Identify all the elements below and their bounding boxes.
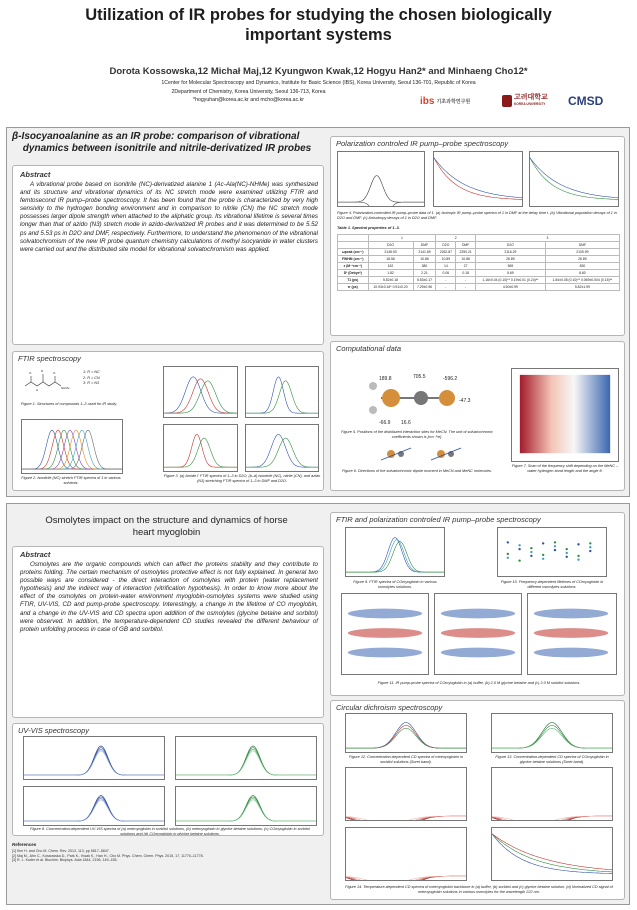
table-corner [338, 235, 369, 242]
table-cell: 26.89 [545, 256, 619, 263]
compound-structure-diagram [21, 366, 81, 396]
spectrum-curve [24, 749, 164, 775]
spectrum-curve [246, 438, 318, 467]
computational-heading: Computational data [336, 344, 402, 353]
lifetime-point [554, 541, 556, 543]
spectrum-curve [176, 748, 316, 776]
uvvis-heading: UV-VIS spectroscopy [18, 726, 89, 735]
lifetime-point [507, 541, 509, 543]
reference-3: [3] R. L. Koder et al. Biochim. Biophys. Acta 1844, 2196, 149–155. [12, 858, 118, 863]
lifetime-point [530, 551, 532, 553]
figure-4b-plot [433, 151, 523, 207]
spectrum-curve [346, 816, 466, 820]
spectrum-curve [22, 430, 122, 469]
spectrum-curve [24, 797, 164, 821]
table-cell: 5.82±1.99 [545, 284, 619, 291]
figure-4b-svg [434, 152, 522, 206]
spectral-properties-table [337, 234, 620, 291]
spectrum-curve [338, 176, 424, 203]
pump-probe-band [348, 609, 422, 619]
spectrum-curve [338, 202, 424, 206]
korea-university-logo [502, 92, 548, 110]
figure-10-svg [498, 528, 606, 576]
table-cell: 5.69 [476, 270, 546, 277]
table-cell: 2105.99 [545, 249, 619, 256]
figure-14a-plot [345, 767, 467, 821]
figure-4a-plot [337, 151, 425, 207]
spectrum-curve [22, 430, 122, 469]
figure-2-caption: Figure 2. Isonitrile (NC) stretch FTIR spectra of 1 in various solvents. [21, 476, 121, 485]
figure-4a-svg [338, 152, 424, 206]
spectrum-curve [346, 541, 444, 572]
decay-curve [434, 158, 522, 198]
affiliation-1: 1Center for Molecular Spectroscopy and Dynamics, Institute for Basic Science (IBS), Korea University, Seoul 136-701, Republic of Korea [161, 80, 476, 86]
figure-8-caption: Figure 8. Concentration-dependent UV-VIS spectra of (a) metmyoglobin in sorbitol solutions, (b) metmyoglobin in glycine betaine solutions, (c) COmyoglobin in sorbitol solutions and (d) COmyoglobin in glycine betaine solutions. [30, 827, 310, 836]
figure-11c-plot [527, 593, 617, 675]
spectrum-curve [492, 725, 612, 748]
spectrum-curve [176, 797, 316, 821]
site-value-label: 189.8 [379, 376, 392, 382]
lifetime-point [589, 546, 591, 548]
authors: Dorota Kossowska,12 Michał Maj,12 Kyungwon Kwak,12 Hogyu Han2* and Minhaeng Cho12* [109, 66, 528, 77]
table-cell: 4.50±0.99 [476, 284, 546, 291]
spectrum-curve [164, 381, 237, 413]
table-row-label: D² (Debye²) [338, 270, 369, 277]
figure-3-caption: Figure 3. (a) Amide I' FTIR spectra of 1–3 in D2O, (b–d) isonitrile (NC), nitrile (CN), and azido (N3) stretching FTIR spectra of 1–3 in DMF and D2O. [163, 474, 321, 483]
site-value-label: 16.6 [401, 420, 411, 426]
figure-10-caption: Figure 10. Frequency-dependent lifetimes of COmyoglobin in different osmolytes solutions. [500, 580, 604, 589]
lifetime-point [577, 555, 579, 557]
pump-probe-band [441, 648, 515, 658]
table-row-label: ε (M⁻¹cm⁻¹) [338, 263, 369, 270]
compound-1: 1: R = NC [83, 370, 100, 374]
spectrum-curve [346, 876, 466, 880]
korea-logo-text-en: KOREA UNIVERSITY [514, 102, 546, 106]
table-cell: - [436, 284, 456, 291]
svg-text:H: H [36, 388, 39, 392]
figure-4c-plot [529, 151, 619, 207]
lifetime-point [566, 552, 568, 554]
figure-11c-svg [528, 594, 616, 674]
table-cell: 2116.29 [476, 249, 546, 256]
table-cell: 162 [368, 263, 413, 270]
table-cell: 10.93±0.16* 0.91±0.20 [368, 284, 413, 291]
table-cell: 380 [413, 263, 436, 270]
section-2-title-line-1: Osmolytes impact on the structure and dynamics of horse [45, 515, 288, 526]
figure-11b-plot [434, 593, 522, 675]
ibs-logo-text: 기초과학연구원 [436, 98, 471, 105]
cd-heading: Circular dichroism spectroscopy [336, 703, 443, 712]
section-1-title-line-1: β-Isocyanoalanine as an IR probe: comparison of vibrational [12, 131, 300, 142]
references-block [12, 842, 324, 900]
figure-11a-svg [342, 594, 428, 674]
figure-8c-plot [23, 786, 165, 826]
table-solvent-header: D2O [436, 242, 456, 249]
figure-3c-svg [164, 425, 237, 471]
compound-2: 2: R = CN [83, 375, 100, 380]
table-row [338, 249, 620, 256]
figure-2-plot [21, 419, 123, 474]
spectrum-curve [164, 438, 237, 467]
figure-14-caption: Figure 14. Temperature-dependent CD spectra of metmyoglobin backbone in (a) buffer, (b) sorbitol and (c) glycine betaine solution. (d) Normalized CD signal of metmyoglobin solutions in various osmolytes for the wavelength 222 nm. [345, 885, 613, 894]
spectrum-curve [492, 728, 612, 748]
spectral-properties-table-body [338, 235, 620, 291]
figure-3a-plot [163, 366, 238, 418]
svg-text:O: O [29, 371, 32, 375]
table-cell: 18.56 [368, 256, 413, 263]
lifetime-point [507, 553, 509, 555]
figure-8d-plot [175, 786, 317, 826]
table-cell: 830 [545, 263, 619, 270]
spectrum-curve [22, 430, 122, 469]
table-cell: 26.89 [476, 256, 546, 263]
figure-7-svg [512, 369, 618, 461]
lifetime-point [566, 548, 568, 550]
spectrum-curve [24, 800, 164, 821]
table-group-row [338, 235, 620, 242]
section-2-title-line-2: heart myoglobin [132, 527, 201, 538]
figure-1-caption: Figure 1. Structures of compounds 1–3 used for IR study. [20, 402, 118, 406]
spectrum-curve [22, 430, 122, 469]
figure-12-plot [345, 713, 467, 753]
table-row-label: ωpeak (cm⁻¹) [338, 249, 369, 256]
figure-7-caption: Figure 7. Scan of the frequency shift depending on the MeNC – water hydrogen bond length and the angle θ. [511, 464, 619, 473]
logo-bar [420, 92, 630, 110]
korea-logo-text: 고려대학교 [514, 94, 548, 101]
table-cell: 1.84±0.08 (0.10)** 0.069±0.004 (0.15)** [545, 277, 619, 284]
abstract-text-1: A vibrational probe based on isonitrile (NC)-derivatized alanine 1 (Ac-Ala(NC)-NHMe) was synthesized and its structure and vibrational dynamics of its NC stretch mode were examined utilizing FTIR and femtosecond IR pump–probe spectroscopy. It has been found that the probe is characterized by very high sensivity to the hydrogen bonding environment and in comparison to nitrile (CN) the NC stretch mode possesses larger dipole strength when attached to the aliphatic group. Its vibrational lifetime is several times longer than that of azido (N3) stretch mode in azido-derivatized IR probes and it was determined to be 5.52 ps and 5.53 ps in D2O and DMF, respectively. Furthermore, to understand the phenomenon of the vibrational solvatochromism of the new IR probe quantum chemistry calculations of methyl isocyanide in water clusters were carried out and the distributed site model for vibrational solvatochromism was applied. [20, 181, 318, 253]
decay-curve [492, 834, 612, 874]
spectrum-curve [346, 723, 466, 749]
spectrum-curve [164, 377, 237, 413]
table-corner-2 [338, 242, 369, 249]
lifetime-point [542, 554, 544, 556]
table-cell: - [456, 284, 476, 291]
lifetime-point [518, 548, 520, 550]
table-row-label: FWHM (cm⁻¹) [338, 256, 369, 263]
lifetime-point [518, 544, 520, 546]
table-cell: 0.18 [456, 270, 476, 277]
site-value-label: -47.3 [459, 398, 471, 404]
figure-2-svg [22, 420, 122, 473]
figure-12-caption: Figure 12. Concentration-dependent CD spectra of metmyoglobin in sorbitol solutions (Soret band). [349, 755, 463, 764]
table-cell: 5.53±0.17 [413, 277, 436, 284]
table-cell: 2.21 [413, 270, 436, 277]
lifetime-point [542, 558, 544, 560]
figure-13-svg [492, 714, 612, 752]
pump-probe-heading: Polarization controled IR pump–probe spectroscopy [336, 139, 509, 148]
abstract-text-2: Osmolytes are the organic compounds which can affect the proteins stability and they contribute to proteins folding. The certain mechanism of osmolytes protective effect is not fully explained. In general two possible ways are considered - the direct interaction of osmolytes with protein (water replacement hypothesis) and the indirect way of interaction (vitrification hypothesis). In order to know more about the effect of the osmolytes on protein-water environment myoglobin-osmolytes systems were studied using FTIR, UV-VIS, CD and pump-probe spectroscopy. Interestingly, a change in the lifetime of CO myoglobin, and a change in the UV-VIS and CD spectra upon addition of the osmolytes (glycine betaine and sorbitol) were observed. In addition, the temperature-dependent CD studies revealed the different behaviour of protein unfolding process in case of GB and sorbitol. [20, 561, 318, 633]
lifetime-point [530, 547, 532, 549]
table-cell: 10.89 [436, 256, 456, 263]
figure-3d-svg [246, 425, 318, 471]
table-cell: 2141.69 [413, 249, 436, 256]
compound-3: 3: R = N3 [83, 381, 100, 385]
pump-probe-band [441, 628, 515, 638]
lifetime-point [589, 550, 591, 552]
table-row-label: τr (ps) [338, 284, 369, 291]
table-solvent-header: DMF [545, 242, 619, 249]
lifetime-point [577, 559, 579, 561]
pump-probe-band [534, 609, 608, 619]
decay-curve [530, 158, 618, 200]
table-cell: 5.52±0.18 [368, 277, 413, 284]
figure-12-svg [346, 714, 466, 752]
lifetime-point [507, 557, 509, 559]
figure-8a-plot [23, 736, 165, 780]
spectrum-curve [24, 751, 164, 775]
table-row-label: T1 (ps) [338, 277, 369, 284]
spectrum-curve [24, 798, 164, 821]
figure-3d-plot [245, 424, 319, 472]
spectrum-curve [346, 728, 466, 748]
spectrum-curve [22, 430, 122, 469]
table-solvent-header: D2O [368, 242, 413, 249]
table-cell: 7.29±0.96 [413, 284, 436, 291]
section-1-title [12, 131, 322, 155]
uvvis-card [12, 723, 324, 836]
spectrum-curve [246, 381, 318, 413]
table-cell: 10.86 [413, 256, 436, 263]
interaction-sites-diagram [351, 358, 491, 428]
figure-3c-plot [163, 424, 238, 472]
svg-text:NHMe: NHMe [61, 386, 70, 390]
spectrum-curve [164, 434, 237, 467]
table-1-caption: Table 1. Spectral properties of 1–3. [337, 226, 400, 230]
figure-6-caption: Figure 6. Directions of the solvatochromic dipole moment in MeCN and MeNC molecules. [341, 469, 493, 473]
table-row [338, 277, 620, 284]
spectrum-curve [346, 538, 444, 573]
table-solvent-header: DMF [456, 242, 476, 249]
table-cell: 2148.93 [368, 249, 413, 256]
lifetime-point [530, 555, 532, 557]
poster-title [60, 5, 577, 45]
table-group-header: 2 [436, 235, 476, 242]
abstract-card-2 [12, 546, 324, 718]
references-heading: References [12, 842, 37, 847]
affiliation-email: *hogyuhan@korea.ac.kr and mcho@korea.ac.kr [193, 97, 304, 103]
figure-8b-plot [175, 736, 317, 780]
ftir-pump-probe-heading: FTIR and polarization controled IR pump–probe spectroscopy [336, 515, 541, 524]
table-row [338, 256, 620, 263]
table-cell: 2250.21 [456, 249, 476, 256]
svg-text:O: O [53, 371, 56, 375]
table-cell: 0.06 [436, 270, 456, 277]
spectrum-curve [176, 749, 316, 775]
figure-4c-svg [530, 152, 618, 206]
figure-10-plot [497, 527, 607, 577]
figure-3b-svg [246, 367, 318, 417]
spectrum-curve [492, 816, 612, 820]
spectrum-curve [346, 540, 444, 573]
dipole-direction-diagram [371, 442, 471, 466]
computational-card [330, 341, 625, 491]
table-cell: 1.82 [368, 270, 413, 277]
section-2-title [14, 515, 319, 539]
table-cell: 14 [436, 263, 456, 270]
figure-11-caption: Figure 11. IR pump-probe spectra of COmyoglobin in (a) buffer, (b) 2.0 M glycine betaine and (c) 2.0 M sorbitol solutions. [377, 681, 581, 685]
table-group-header: 3 [476, 235, 620, 242]
site-value-label: -66.9 [379, 420, 391, 426]
spectrum-curve [164, 379, 237, 413]
abstract-heading-1: Abstract [20, 170, 51, 179]
figure-14d-svg [492, 828, 612, 880]
decay-curve [434, 158, 522, 200]
figure-8d-svg [176, 787, 316, 825]
pump-probe-band [534, 628, 608, 638]
affiliation-2: 2Department of Chemistry, Korea University, Seoul 136-713, Korea [171, 89, 326, 95]
site-value-label: 705.5 [413, 374, 426, 380]
figure-14a-svg [346, 768, 466, 820]
figure-3b-plot [245, 366, 319, 418]
site-value-label: -596.2 [443, 376, 458, 382]
cd-card [330, 700, 625, 900]
table-row [338, 284, 620, 291]
spectrum-curve [22, 430, 122, 469]
title-line-1: Utilization of IR probes for studying the chosen biologically [85, 6, 552, 24]
pump-probe-card [330, 136, 625, 336]
table-cell: 569 [476, 263, 546, 270]
ibs-logo: ibs 기초과학연구원 [420, 95, 471, 107]
compound-list [83, 370, 100, 387]
table-solvent-header: DMF [413, 242, 436, 249]
figure-7-heatmap [511, 368, 619, 462]
figure-8c-svg [24, 787, 164, 825]
pump-probe-band [534, 648, 608, 658]
ftir-card [12, 351, 324, 491]
lifetime-point [554, 549, 556, 551]
figure-14c-plot [345, 827, 467, 881]
figure-14b-svg [492, 768, 612, 820]
abstract-card-1 [12, 165, 324, 345]
spectrum-curve [176, 751, 316, 775]
references-list [12, 849, 204, 863]
decay-curve [492, 834, 612, 872]
spectrum-curve [246, 377, 318, 413]
figure-14d-plot [491, 827, 613, 881]
svg-text:R: R [41, 369, 44, 373]
table-cell: 10.86 [456, 256, 476, 263]
section-1-title-line-2: dynamics between isonitrile and nitrile-derivatized IR probes [22, 143, 312, 154]
table-cell: 8.60 [545, 270, 619, 277]
spectrum-curve [176, 800, 316, 821]
table-cell: - [456, 277, 476, 284]
figure-14b-plot [491, 767, 613, 821]
title-line-2: important systems [245, 26, 392, 44]
table-solvent-row [338, 242, 620, 249]
pump-probe-band [348, 628, 422, 638]
figure-11a-plot [341, 593, 429, 675]
table-cell: 2262.87 [436, 249, 456, 256]
figure-13-plot [491, 713, 613, 753]
ftir-pump-probe-card [330, 512, 625, 696]
spectrum-curve [346, 725, 466, 748]
table-group-header: 1 [368, 235, 436, 242]
figure-11b-svg [435, 594, 521, 674]
spectrum-curve [22, 430, 122, 469]
figure-4-caption: Figure 4. Polarization-controlled IR pump–probe data of 1. (a) Isotropic IR pump–probe spectra of 1 in DMF at the delay time t. (b) Vibrational population decays of 1 in D2O and DMF. (c) Anisotropy decays of 1 in D2O and DMF. [337, 211, 617, 220]
abstract-heading-2: Abstract [20, 550, 51, 559]
ftir-heading: FTIR spectroscopy [18, 354, 81, 363]
table-cell: - [436, 277, 456, 284]
lifetime-point [566, 556, 568, 558]
spectrum-curve [246, 434, 318, 467]
figure-3a-svg [164, 367, 237, 417]
reference-2: [2] Maj M., Ahn C., Kossowska D., Park K., Kwak K., Han H., Cho M. Phys. Chem. Chem. Phys. 2015, 17, 11770–11778. [12, 853, 204, 858]
figure-14c-svg [346, 828, 466, 880]
spectrum-curve [176, 798, 316, 821]
table-cell: 27 [456, 263, 476, 270]
lifetime-point [518, 559, 520, 561]
table-solvent-header: D2O [476, 242, 546, 249]
figure-9-plot [345, 527, 445, 577]
pump-probe-band [348, 648, 422, 658]
pump-probe-band [441, 609, 515, 619]
lifetime-point [577, 543, 579, 545]
figure-8a-svg [24, 737, 164, 779]
reference-1: [1] Kim H. and Cho M. Chem. Rev. 2013, 113, pp 5817–5847. [12, 849, 110, 853]
figure-13-caption: Figure 13. Concentration-dependent CD spectra of COmyoglobin in glycine betaine solutions (Soret band). [495, 755, 609, 764]
lifetime-point [542, 542, 544, 544]
cmsd-logo: CMSD [568, 94, 604, 108]
table-cell: 1.16±0.04 (0.10)** 0.19±0.01 (0.24)** [476, 277, 546, 284]
figure-9-caption: Figure 9. FTIR spectra of COmyoglobin in various osmolytes solutions. [353, 580, 437, 589]
figure-5-caption: Figure 5. Positions of the distributed interaction sites for MeCN. The unit of solvatochromic coefficients shown is [cm⁻¹/e]. [341, 430, 493, 439]
table-row [338, 263, 620, 270]
lifetime-point [589, 542, 591, 544]
figure-9-svg [346, 528, 444, 576]
spectrum-curve [24, 748, 164, 776]
lifetime-point [554, 545, 556, 547]
figure-8b-svg [176, 737, 316, 779]
table-row [338, 270, 620, 277]
spectrum-curve [492, 723, 612, 749]
decay-curve [530, 158, 618, 198]
